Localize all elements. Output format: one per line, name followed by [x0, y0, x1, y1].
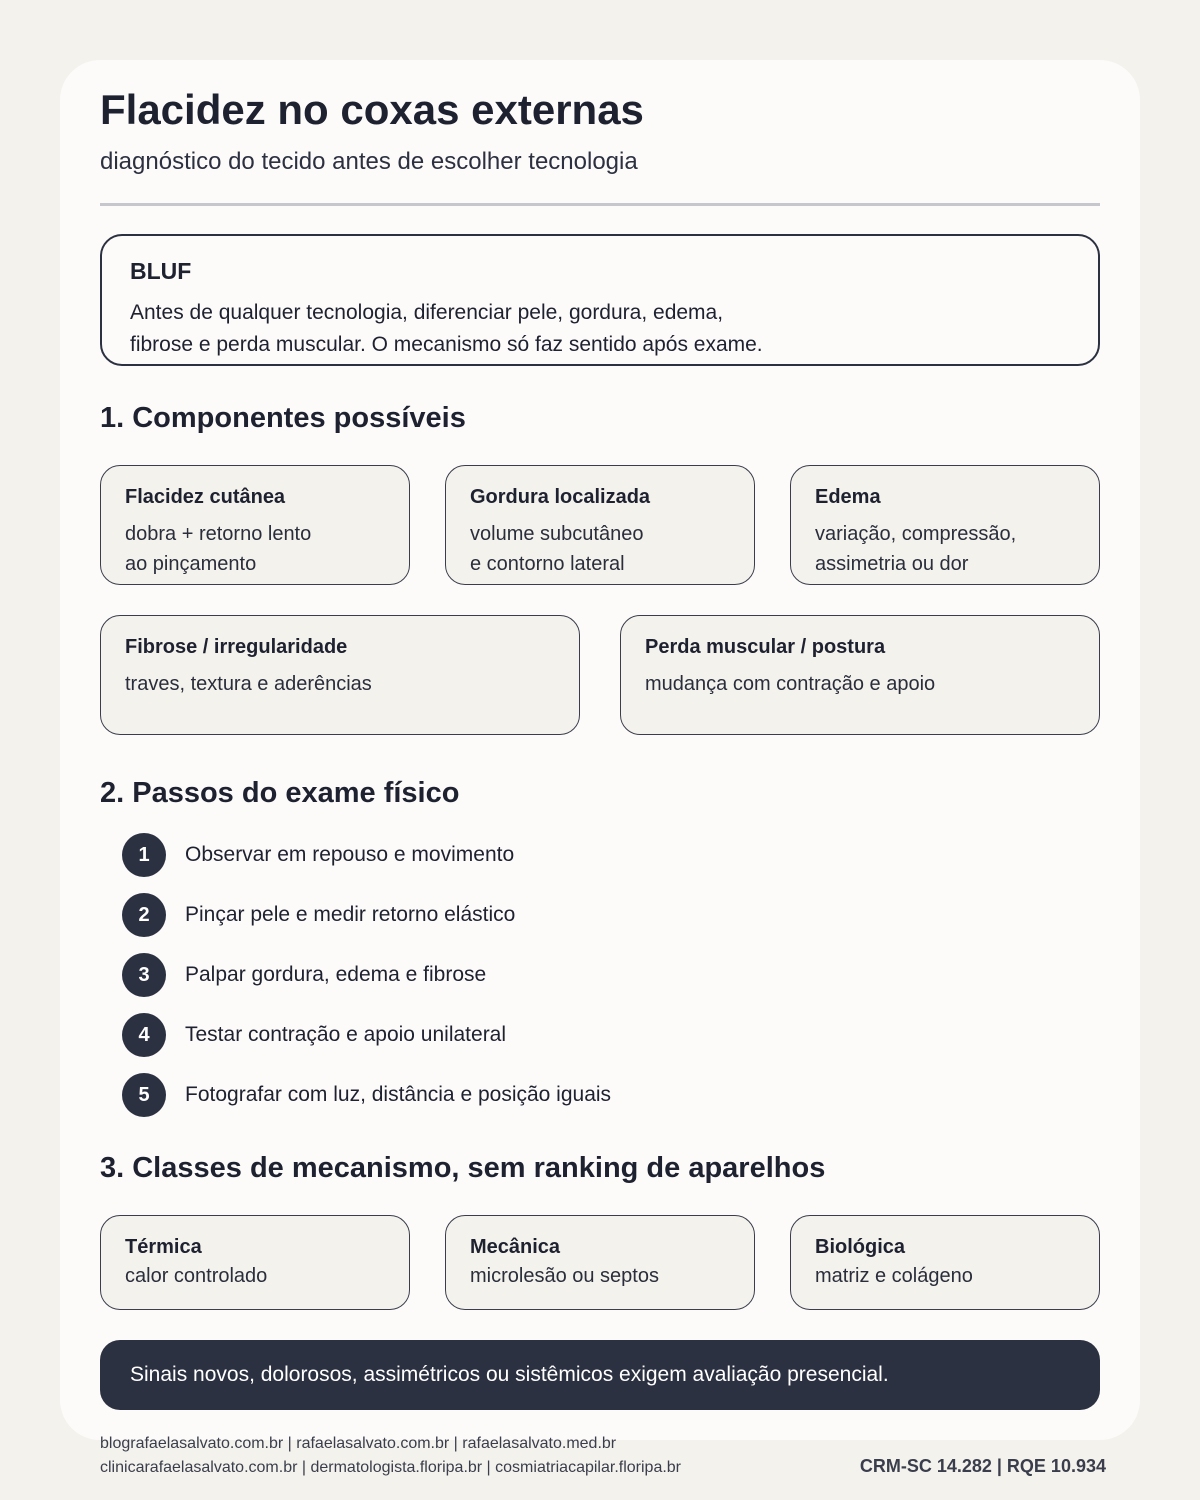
section-components-title: 1. Componentes possíveis	[100, 402, 466, 434]
component-desc: volume subcutâneo	[470, 523, 644, 545]
component-card-perda-muscular	[620, 615, 1100, 735]
exam-step	[122, 1073, 611, 1117]
mechanism-card-biologica	[790, 1215, 1100, 1310]
footer-crm: CRM-SC 14.282 | RQE 10.934	[859, 1456, 1106, 1476]
step-text: Observar em repouso e movimento	[185, 843, 515, 866]
component-desc: assimetria ou dor	[815, 553, 969, 575]
component-title: Edema	[815, 486, 881, 508]
step-text: Testar contração e apoio unilateral	[185, 1023, 507, 1046]
component-title: Gordura localizada	[470, 486, 651, 508]
step-text: Palpar gordura, edema e fibrose	[185, 963, 487, 986]
step-number-badge: 3	[122, 953, 166, 997]
section-mechanisms-title: 3. Classes de mecanismo, sem ranking de aparelhos	[100, 1152, 826, 1184]
mechanism-title: Térmica	[125, 1236, 202, 1258]
exam-step	[122, 1013, 506, 1057]
mechanism-title: Mecânica	[470, 1236, 561, 1258]
component-title: Perda muscular / postura	[645, 636, 886, 658]
component-desc: ao pinçamento	[125, 553, 257, 575]
step-number-badge: 1	[122, 833, 166, 877]
footer-links-line: clinicarafaelasalvato.com.br | dermatologista.floripa.br | cosmiatriacapilar.floripa.br	[100, 1459, 682, 1476]
component-desc: dobra + retorno lento	[125, 523, 312, 545]
exam-step	[122, 953, 486, 997]
component-title: Fibrose / irregularidade	[125, 636, 348, 658]
mechanism-desc: microlesão ou septos	[470, 1265, 659, 1287]
bluf-box	[100, 234, 1100, 366]
warning-banner: Sinais novos, dolorosos, assimétricos ou sistêmicos exigem avaliação presencial.	[100, 1340, 1100, 1410]
page-title: Flacidez no coxas externas	[100, 86, 644, 133]
mechanism-desc: calor controlado	[125, 1265, 268, 1287]
bluf-line: Antes de qualquer tecnologia, diferenciar pele, gordura, edema,	[130, 301, 724, 324]
exam-step	[122, 833, 514, 877]
component-desc: mudança com contração e apoio	[645, 673, 936, 695]
component-card-gordura	[445, 465, 755, 585]
mechanism-title: Biológica	[815, 1236, 906, 1258]
step-number-badge: 5	[122, 1073, 166, 1117]
mechanism-card-termica	[100, 1215, 410, 1310]
step-text: Pinçar pele e medir retorno elástico	[185, 903, 516, 926]
component-card-edema	[790, 465, 1100, 585]
component-desc: e contorno lateral	[470, 553, 625, 575]
mechanism-card-mecanica	[445, 1215, 755, 1310]
component-card-flacidez	[100, 465, 410, 585]
page-subtitle: diagnóstico do tecido antes de escolher tecnologia	[100, 148, 638, 175]
exam-step	[122, 893, 515, 937]
step-text: Fotografar com luz, distância e posição iguais	[185, 1083, 612, 1106]
bluf-line: fibrose e perda muscular. O mecanismo só faz sentido após exame.	[130, 333, 763, 356]
step-number-badge: 2	[122, 893, 166, 937]
footer-links-line: blografaelasalvato.com.br | rafaelasalvato.com.br | rafaelasalvato.med.br	[100, 1435, 617, 1452]
component-card-fibrose	[100, 615, 580, 735]
mechanism-desc: matriz e colágeno	[815, 1265, 973, 1287]
step-number-badge: 4	[122, 1013, 166, 1057]
bluf-title: BLUF	[130, 258, 192, 284]
footer-links	[100, 1432, 681, 1480]
component-desc: traves, textura e aderências	[125, 673, 372, 695]
component-title: Flacidez cutânea	[125, 486, 286, 508]
section-exam-title: 2. Passos do exame físico	[100, 777, 460, 809]
component-desc: variação, compressão,	[815, 523, 1017, 545]
title-divider	[100, 203, 1100, 206]
